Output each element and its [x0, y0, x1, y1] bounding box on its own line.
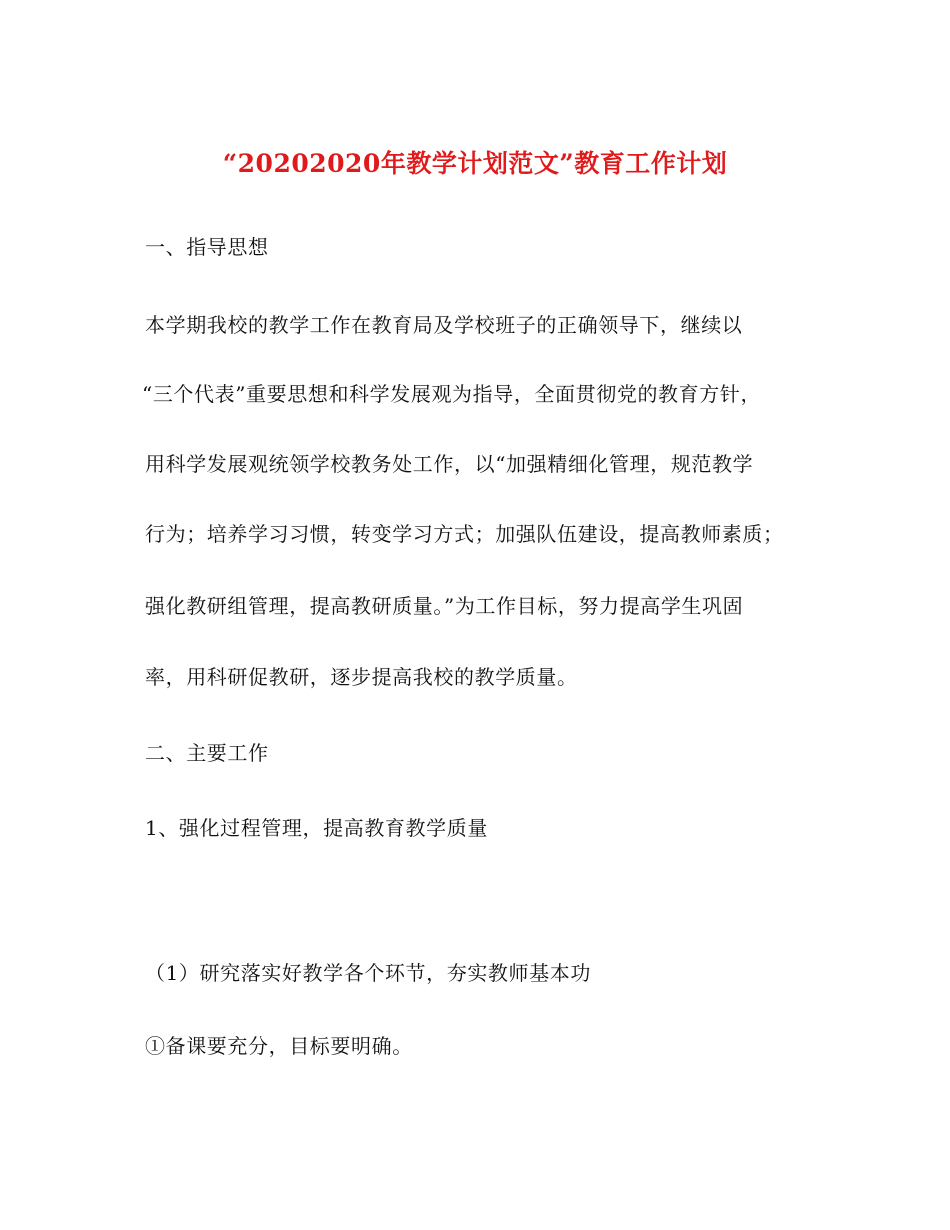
paragraph-line: 行为；培养学习习惯，转变学习方式；加强队伍建设，提高教师素质； — [145, 522, 784, 546]
paragraph-line: 用科学发展观统领学校教务处工作，以“加强精细化管理，规范教学 — [145, 452, 754, 476]
section-heading-guiding-ideology: 一、指导思想 — [145, 235, 269, 259]
paragraph-line: 强化教研组管理，提高教研质量。”为工作目标，努力提高学生巩固 — [145, 594, 744, 618]
paragraph-line: “三个代表”重要思想和科学发展观为指导，全面贯彻党的教育方针， — [142, 382, 762, 406]
list-item-lesson-prep: ①备课要充分，目标要明确。 — [145, 1034, 413, 1058]
paragraph-line: 本学期我校的教学工作在教育局及学校班子的正确领导下，继续以 — [145, 313, 743, 337]
document-title: “20202020年教学计划范文”教育工作计划 — [222, 149, 728, 178]
subheading-teaching-links: （1）研究落实好教学各个环节，夯实教师基本功 — [145, 961, 591, 985]
paragraph-line: 率，用科研促教研，逐步提高我校的教学质量。 — [145, 665, 578, 689]
subheading-process-management: 1、强化过程管理，提高教育教学质量 — [145, 816, 488, 840]
section-heading-main-work: 二、主要工作 — [145, 741, 269, 765]
